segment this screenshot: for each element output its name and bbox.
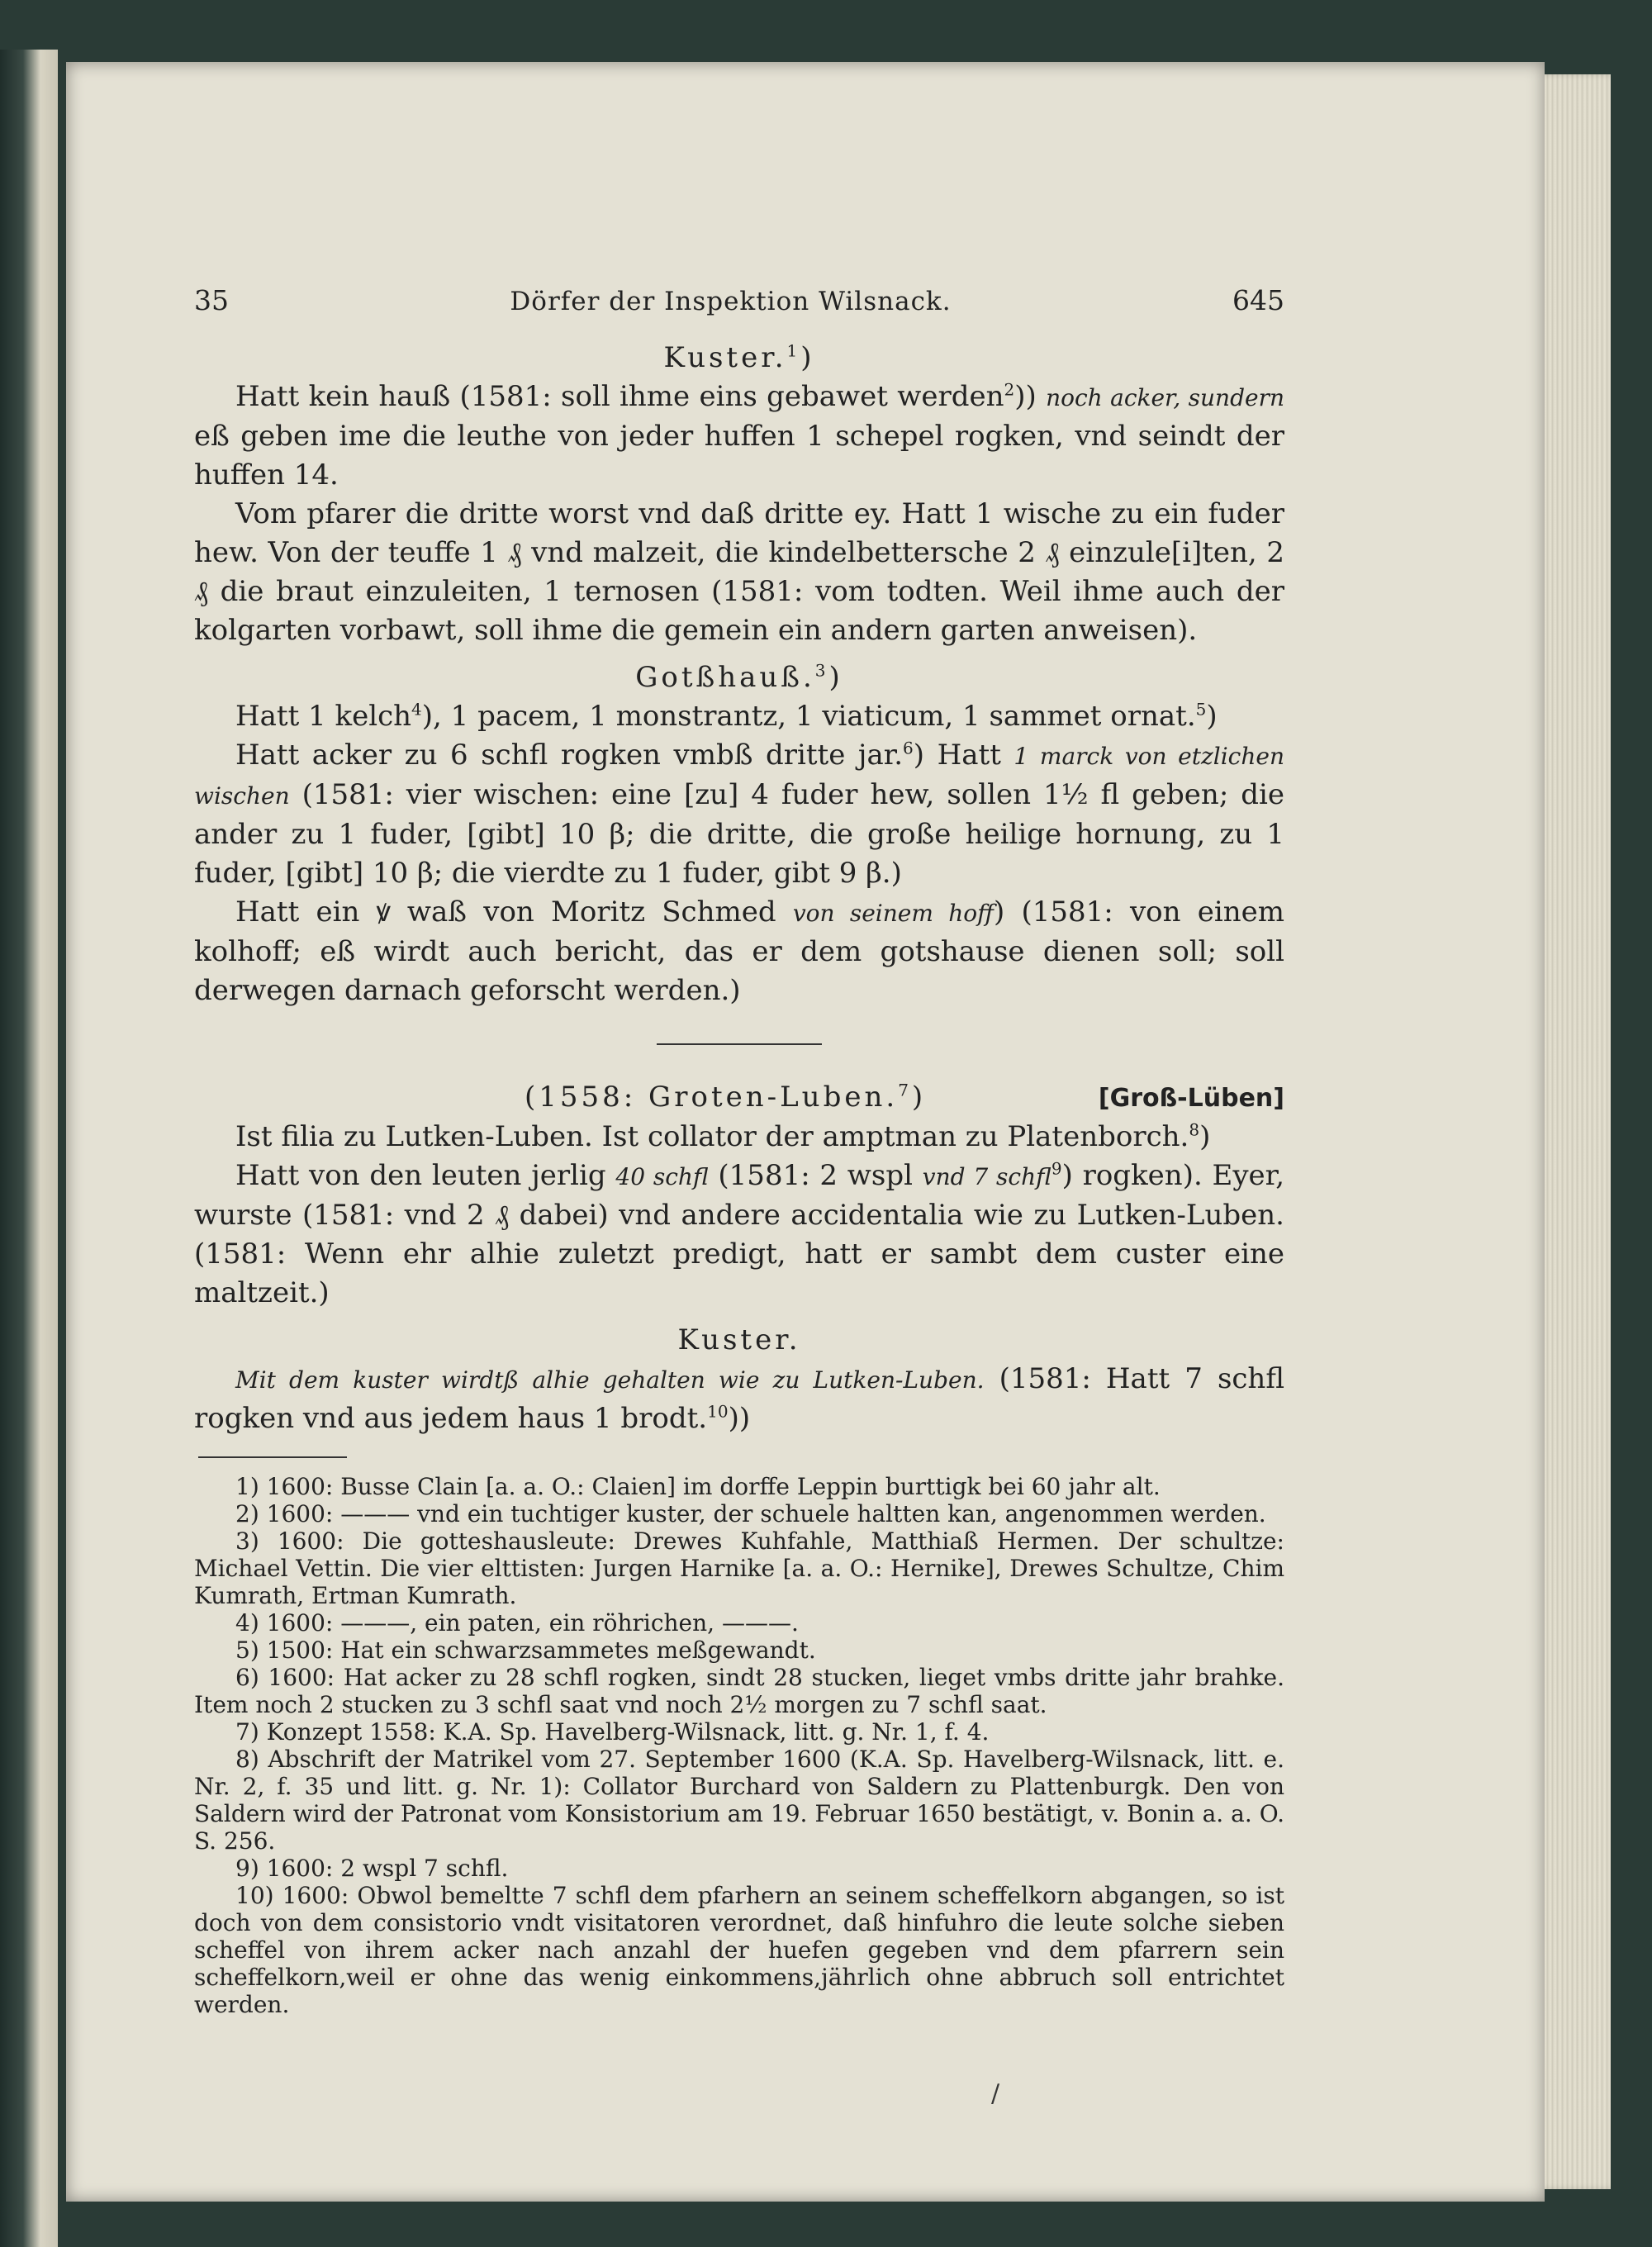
kuster-para-2: Vom pfarer die dritte worst vnd daß dritte ey. Hatt 1 wische zu ein fuder hew. Von der teuffe 1 ₰ vnd malzeit, die kindelbettersche 2 ₰ einzule[i]ten, 2 ₰ die braut einzuleiten, 1 ternosen (1581: vom todten. Weil ihme auch der kolgarten vorbawt, soll ihme die gemein ein andern garten anweisen). — [194, 497, 1284, 647]
footnote: 9) 1600: 2 wspl 7 schfl. — [235, 1855, 509, 1882]
left-page-edge — [0, 50, 58, 2247]
running-header — [194, 281, 1284, 330]
groten-para-2: Hatt von den leuten jerlig 40 schfl (1581: 2 wspl vnd 7 schfl$^9$) rogken). Eyer, wurste (1581: vnd 2 ₰ dabei) vnd andere accidentalia wie zu Lutken-Luben. (1581: Wenn ehr alhie zuletzt predigt, hatt er sambt dem custer eine maltzeit.) — [194, 1158, 1284, 1309]
footnote: 3) 1600: Die gotteshausleute: Drewes Kuhfahle, Matthiaß Hermen. Der schultze: Michael Vettin. Die vier elttisten: Jurgen Harnike [a. a. O.: Hernike], Drewes Schultze, Chim Kumrath, Ertman Kumrath. — [194, 1527, 1284, 1609]
footnote: 8) Abschrift der Matrikel vom 27. September 1600 (K.A. Sp. Havelberg-Wilsnack, litt. e. Nr. 2, f. 35 und litt. g. Nr. 1): Collator Burchard von Saldern zu Plattenburgk. Den von Saldern wird der Patronat vom Konsistorium am 19. Februar 1650 bestätigt, v. Bonin a. a. O. S. 256. — [194, 1746, 1284, 1855]
gotshaus-para-3: Hatt ein ꝟ waß von Moritz Schmed von seinem hoff) (1581: von einem kolhoff; eß wirdt auch bericht, das er dem gotshause dienen soll; soll derwegen darnach geforscht werden.) — [194, 895, 1285, 1007]
gotshaus-para-2: Hatt acker zu 6 schfl rogken vmbß dritte jar.$^6$) Hatt 1 marck von etzlichen wischen (1581: vier wischen: eine [zu] 4 fuder hew, sollen 1½ fl geben; die ander zu 1 fuder, [gibt] 10 β; die dritte, die große heilige hornung, zu 1 fuder, [gibt] 10 β; die vierdte zu 1 fuder, gibt 9 β.) — [194, 738, 1284, 890]
kuster-2-para: Mit dem kuster wirdtß alhie gehalten wie zu Lutken-Luben. (1581: Hatt 7 schfl rogken vnd aus jedem haus 1 brodt.$^{10}$)) — [194, 1362, 1285, 1435]
kuster-para-1: Hatt kein hauß (1581: soll ihme eins gebawet werden$^2$)) noch acker, sundern eß geben ime die leuthe von jeder huffen 1 schepel rogken, vnd seindt der huffen 14. — [194, 379, 1285, 492]
footnote: 1) 1600: Busse Clain [a. a. O.: Claien] im dorffe Leppin burttigk bei 60 jahr alt. — [235, 1473, 1161, 1500]
section-divider — [657, 1043, 822, 1045]
page-content — [194, 281, 1284, 2018]
stray-mark: / — [991, 2079, 1000, 2108]
footnote: 6) 1600: Hat acker zu 28 schfl rogken, sindt 28 stucken, lieget vmbs dritte jahr brahke. Item noch 2 stucken zu 3 schfl saat vnd noch 2½ morgen zu 7 schfl saat. — [194, 1664, 1284, 1718]
kuster-heading: Kuster.$^1$) — [663, 340, 815, 374]
groten-para-1: Ist filia zu Lutken-Luben. Ist collator der amptman zu Platenborch.$^8$) — [235, 1119, 1211, 1153]
page-left-number: 35 — [194, 284, 229, 316]
gotshaus-para-1: Hatt 1 kelch$^4$), 1 pacem, 1 monstrantz, 1 viaticum, 1 sammet ornat.$^5$) — [235, 699, 1218, 733]
groten-heading-row — [525, 1078, 1284, 1118]
groten-heading: (1558: Groten-Luben.$^7$) — [525, 1080, 927, 1114]
book-page — [66, 62, 1545, 2202]
footnote: 4) 1600: ———, ein paten, ein röhrichen, ———. — [235, 1609, 799, 1637]
footnote: 5) 1500: Hat ein schwarzsammetes meßgewandt. — [235, 1637, 816, 1664]
footnotes — [194, 1473, 1284, 2018]
modern-name: [Groß-Lüben] — [1098, 1084, 1284, 1113]
footnote: 10) 1600: Obwol bemeltte 7 schfl dem pfarhern an seinem scheffelkorn abgangen, so ist doch von dem consistorio vndt visitatoren verordnet, daß hinfuhro die leute solche sieben scheffel von ihrem acker nach anzahl der huefen gegeben vnd dem pfarrern sein scheffelkorn,weil er ohne das wenig einkommens,jährlich ohne abbruch soll entrichtet werden. — [194, 1882, 1284, 2018]
footnote-rule — [198, 1456, 347, 1458]
footnote: 2) 1600: ——— vnd ein tuchtiger kuster, der schuele haltten kan, angenommen werden. — [235, 1500, 1266, 1527]
footnote: 7) Konzept 1558: K.A. Sp. Havelberg-Wilsnack, litt. g. Nr. 1, f. 4. — [235, 1718, 990, 1746]
page-number: 645 — [1232, 284, 1284, 316]
gotshaus-heading: Gotßhauß.$^3$) — [635, 660, 843, 694]
running-title: Dörfer der Inspektion Wilsnack. — [510, 287, 952, 316]
kuster-heading-2: Kuster. — [677, 1323, 801, 1356]
